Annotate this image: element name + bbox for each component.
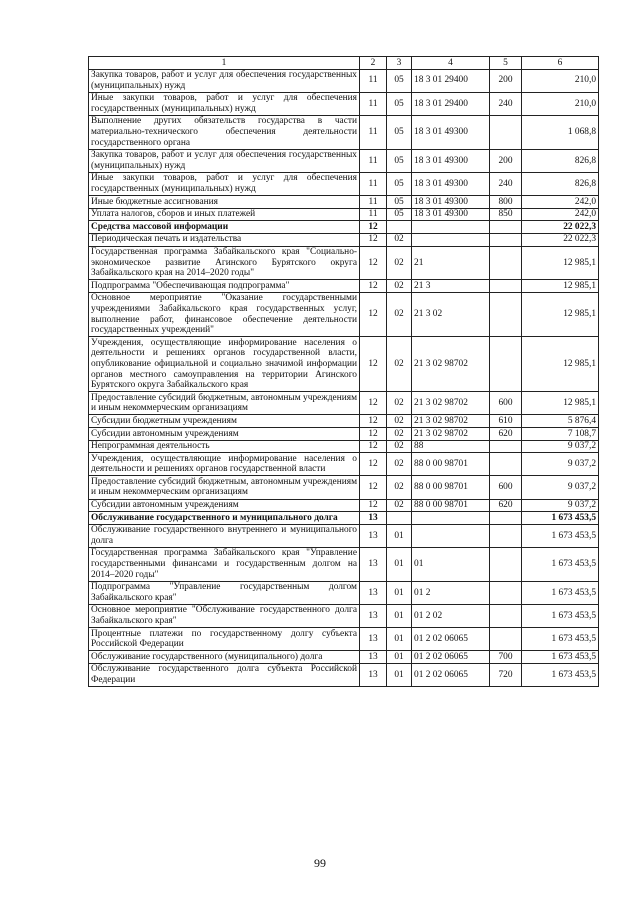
row-subsection-cell: 02 — [387, 392, 412, 415]
row-section-cell: 13 — [360, 651, 387, 664]
table-row — [89, 221, 599, 234]
row-expense-type-cell — [490, 581, 522, 604]
row-expense-type-cell — [490, 604, 522, 627]
row-target-code-cell — [412, 524, 490, 547]
row-amount-cell: 5 876,4 — [522, 415, 599, 428]
row-subsection-cell — [387, 512, 412, 525]
row-name-cell: Государственная программа Забайкальского края "Социально-экономическое развитие Агинского Бурятского округа Забайкальского края на 2014–2020 годы" — [89, 246, 360, 280]
row-subsection-cell: 05 — [387, 149, 412, 172]
row-amount-cell: 22 022,3 — [522, 233, 599, 246]
row-subsection-cell: 02 — [387, 415, 412, 428]
row-name-cell: Субсидии бюджетным учреждениям — [89, 415, 360, 428]
row-target-code-cell: 18 3 01 49300 — [412, 115, 490, 149]
row-name-cell: Непрограммная деятельность — [89, 440, 360, 453]
row-section-cell: 12 — [360, 337, 387, 392]
row-expense-type-cell — [490, 512, 522, 525]
row-amount-cell: 9 037,2 — [522, 440, 599, 453]
row-section-cell: 12 — [360, 440, 387, 453]
row-section-cell: 12 — [360, 221, 387, 234]
row-amount-cell: 1 673 453,5 — [522, 628, 599, 651]
row-amount-cell: 1 673 453,5 — [522, 651, 599, 664]
row-subsection-cell: 02 — [387, 246, 412, 280]
row-expense-type-cell: 850 — [490, 208, 522, 221]
row-target-code-cell: 88 0 00 98701 — [412, 453, 490, 476]
table-row — [89, 149, 599, 172]
row-section-cell: 11 — [360, 208, 387, 221]
row-name-cell: Процентные платежи по государственному долгу субъекта Российской Федерации — [89, 628, 360, 651]
row-amount-cell: 9 037,2 — [522, 499, 599, 512]
row-target-code-cell: 01 2 — [412, 581, 490, 604]
row-section-cell: 12 — [360, 428, 387, 441]
row-target-code-cell: 21 3 02 98702 — [412, 337, 490, 392]
row-amount-cell: 1 673 453,5 — [522, 663, 599, 686]
table-row — [89, 208, 599, 221]
row-target-code-cell: 01 — [412, 547, 490, 581]
row-amount-cell: 12 985,1 — [522, 292, 599, 336]
row-name-cell: Периодическая печать и издательства — [89, 233, 360, 246]
row-target-code-cell: 01 2 02 06065 — [412, 663, 490, 686]
row-target-code-cell: 18 3 01 29400 — [412, 69, 490, 92]
row-name-cell: Предоставление субсидий бюджетным, автономным учреждениям и иным некоммерческим организациям — [89, 392, 360, 415]
table-row — [89, 115, 599, 149]
row-subsection-cell: 02 — [387, 499, 412, 512]
row-section-cell: 13 — [360, 604, 387, 627]
row-expense-type-cell: 620 — [490, 499, 522, 512]
row-expense-type-cell — [490, 440, 522, 453]
row-section-cell: 12 — [360, 392, 387, 415]
row-amount-cell: 1 068,8 — [522, 115, 599, 149]
header-cell: 5 — [490, 57, 522, 70]
row-subsection-cell: 02 — [387, 440, 412, 453]
table-row — [89, 476, 599, 499]
row-target-code-cell: 01 2 02 06065 — [412, 628, 490, 651]
row-expense-type-cell — [490, 337, 522, 392]
row-target-code-cell — [412, 512, 490, 525]
page-number: 99 — [314, 856, 326, 870]
row-name-cell: Основное мероприятие "Оказание государственными учреждениями Забайкальского края государственных услуг, выполнение работ, финансовое обеспечение деятельности государственных учреждений" — [89, 292, 360, 336]
row-amount-cell: 826,8 — [522, 149, 599, 172]
table-row — [89, 392, 599, 415]
row-section-cell: 11 — [360, 196, 387, 209]
row-subsection-cell: 05 — [387, 92, 412, 115]
row-amount-cell: 210,0 — [522, 69, 599, 92]
row-section-cell: 13 — [360, 628, 387, 651]
row-expense-type-cell: 700 — [490, 651, 522, 664]
row-expense-type-cell — [490, 453, 522, 476]
row-amount-cell: 9 037,2 — [522, 476, 599, 499]
row-expense-type-cell: 600 — [490, 392, 522, 415]
row-section-cell: 12 — [360, 453, 387, 476]
row-target-code-cell: 21 — [412, 246, 490, 280]
table-row — [89, 663, 599, 686]
table-row — [89, 233, 599, 246]
row-target-code-cell: 88 0 00 98701 — [412, 499, 490, 512]
row-subsection-cell: 01 — [387, 524, 412, 547]
row-subsection-cell: 02 — [387, 280, 412, 293]
table-row — [89, 292, 599, 336]
row-target-code-cell: 18 3 01 49300 — [412, 208, 490, 221]
row-expense-type-cell: 620 — [490, 428, 522, 441]
table-row — [89, 651, 599, 664]
row-name-cell: Учреждения, осуществляющие информирование населения о деятельности и решениях органов государственной власти, опубликование официальной и социально значимой информации органов местного самоуправления на территории Агинского Бурятского округа Забайкальского края — [89, 337, 360, 392]
row-subsection-cell: 02 — [387, 428, 412, 441]
table-row — [89, 92, 599, 115]
row-name-cell: Субсидии автономным учреждениям — [89, 499, 360, 512]
row-section-cell: 13 — [360, 581, 387, 604]
row-expense-type-cell: 600 — [490, 476, 522, 499]
row-target-code-cell — [412, 221, 490, 234]
row-target-code-cell: 21 3 — [412, 280, 490, 293]
row-expense-type-cell: 200 — [490, 69, 522, 92]
row-section-cell: 13 — [360, 524, 387, 547]
row-name-cell: Иные бюджетные ассигнования — [89, 196, 360, 209]
row-name-cell: Государственная программа Забайкальского края "Управление государственными финансами и государственным долгом на 2014–2020 годы" — [89, 547, 360, 581]
row-amount-cell: 12 985,1 — [522, 337, 599, 392]
header-cell: 4 — [412, 57, 490, 70]
row-amount-cell: 12 985,1 — [522, 246, 599, 280]
row-subsection-cell: 02 — [387, 453, 412, 476]
row-expense-type-cell: 610 — [490, 415, 522, 428]
table-row — [89, 547, 599, 581]
row-expense-type-cell — [490, 292, 522, 336]
row-expense-type-cell — [490, 547, 522, 581]
row-subsection-cell: 05 — [387, 69, 412, 92]
row-target-code-cell: 18 3 01 49300 — [412, 196, 490, 209]
row-name-cell: Подпрограмма "Обеспечивающая подпрограмма" — [89, 280, 360, 293]
table-row — [89, 453, 599, 476]
table-row — [89, 440, 599, 453]
row-name-cell: Средства массовой информации — [89, 221, 360, 234]
row-target-code-cell: 18 3 01 49300 — [412, 149, 490, 172]
row-subsection-cell: 02 — [387, 292, 412, 336]
row-expense-type-cell: 800 — [490, 196, 522, 209]
table-row — [89, 196, 599, 209]
row-target-code-cell: 01 2 02 — [412, 604, 490, 627]
row-name-cell: Основное мероприятие "Обслуживание государственного долга Забайкальского края" — [89, 604, 360, 627]
row-section-cell: 12 — [360, 415, 387, 428]
table-row — [89, 499, 599, 512]
row-target-code-cell: 18 3 01 49300 — [412, 172, 490, 195]
row-name-cell: Предоставление субсидий бюджетным, автономным учреждениям и иным некоммерческим организациям — [89, 476, 360, 499]
table-row — [89, 172, 599, 195]
row-subsection-cell: 05 — [387, 196, 412, 209]
row-section-cell: 11 — [360, 69, 387, 92]
row-subsection-cell: 02 — [387, 337, 412, 392]
row-amount-cell: 22 022,3 — [522, 221, 599, 234]
row-subsection-cell: 02 — [387, 476, 412, 499]
row-amount-cell: 1 673 453,5 — [522, 512, 599, 525]
row-target-code-cell: 18 3 01 29400 — [412, 92, 490, 115]
row-section-cell: 12 — [360, 292, 387, 336]
row-name-cell: Выполнение других обязательств государства в части материально-технического обеспечения деятельности государственного органа — [89, 115, 360, 149]
row-section-cell: 12 — [360, 280, 387, 293]
table-row — [89, 415, 599, 428]
row-expense-type-cell: 200 — [490, 149, 522, 172]
row-amount-cell: 826,8 — [522, 172, 599, 195]
row-expense-type-cell — [490, 628, 522, 651]
row-target-code-cell: 01 2 02 06065 — [412, 651, 490, 664]
table-row — [89, 280, 599, 293]
row-name-cell: Подпрограмма "Управление государственным долгом Забайкальского края" — [89, 581, 360, 604]
table-row — [89, 512, 599, 525]
row-amount-cell: 242,0 — [522, 196, 599, 209]
row-subsection-cell: 05 — [387, 172, 412, 195]
row-amount-cell: 1 673 453,5 — [522, 524, 599, 547]
header-cell: 3 — [387, 57, 412, 70]
row-subsection-cell: 01 — [387, 651, 412, 664]
row-name-cell: Обслуживание государственного (муниципального) долга — [89, 651, 360, 664]
row-subsection-cell: 05 — [387, 208, 412, 221]
row-expense-type-cell — [490, 115, 522, 149]
row-section-cell: 11 — [360, 172, 387, 195]
row-section-cell: 12 — [360, 233, 387, 246]
row-amount-cell: 12 985,1 — [522, 280, 599, 293]
row-amount-cell: 210,0 — [522, 92, 599, 115]
row-name-cell: Учреждения, осуществляющие информирование населения о деятельности и решениях органов государственной власти — [89, 453, 360, 476]
row-name-cell: Обслуживание государственного долга субъекта Российской Федерации — [89, 663, 360, 686]
row-target-code-cell: 88 — [412, 440, 490, 453]
row-name-cell: Закупка товаров, работ и услуг для обеспечения государственных (муниципальных) нужд — [89, 149, 360, 172]
row-section-cell: 11 — [360, 92, 387, 115]
row-subsection-cell: 05 — [387, 115, 412, 149]
table-row — [89, 428, 599, 441]
table-row — [89, 337, 599, 392]
row-section-cell: 12 — [360, 476, 387, 499]
row-expense-type-cell — [490, 524, 522, 547]
row-subsection-cell — [387, 221, 412, 234]
row-expense-type-cell: 240 — [490, 92, 522, 115]
row-expense-type-cell — [490, 280, 522, 293]
row-target-code-cell: 21 3 02 98702 — [412, 415, 490, 428]
row-subsection-cell: 01 — [387, 628, 412, 651]
row-name-cell: Обслуживание государственного внутреннего и муниципального долга — [89, 524, 360, 547]
row-target-code-cell — [412, 233, 490, 246]
row-subsection-cell: 01 — [387, 663, 412, 686]
row-section-cell: 12 — [360, 246, 387, 280]
row-name-cell: Закупка товаров, работ и услуг для обеспечения государственных (муниципальных) нужд — [89, 69, 360, 92]
row-target-code-cell: 21 3 02 98702 — [412, 392, 490, 415]
row-expense-type-cell — [490, 221, 522, 234]
row-amount-cell: 1 673 453,5 — [522, 604, 599, 627]
header-cell: 1 — [89, 57, 360, 70]
table-row — [89, 604, 599, 627]
row-section-cell: 12 — [360, 499, 387, 512]
row-name-cell: Иные закупки товаров, работ и услуг для обеспечения государственных (муниципальных) нужд — [89, 92, 360, 115]
header-cell: 2 — [360, 57, 387, 70]
row-target-code-cell: 21 3 02 98702 — [412, 428, 490, 441]
row-amount-cell: 1 673 453,5 — [522, 547, 599, 581]
row-target-code-cell: 88 0 00 98701 — [412, 476, 490, 499]
row-subsection-cell: 01 — [387, 547, 412, 581]
table-row — [89, 524, 599, 547]
budget-table — [88, 56, 599, 687]
table-header-row — [89, 57, 599, 70]
row-expense-type-cell — [490, 233, 522, 246]
table-row — [89, 69, 599, 92]
row-subsection-cell: 02 — [387, 233, 412, 246]
row-section-cell: 11 — [360, 149, 387, 172]
row-amount-cell: 12 985,1 — [522, 392, 599, 415]
row-amount-cell: 242,0 — [522, 208, 599, 221]
row-expense-type-cell: 720 — [490, 663, 522, 686]
row-name-cell: Обслуживание государственного и муниципального долга — [89, 512, 360, 525]
table-row — [89, 628, 599, 651]
row-section-cell: 11 — [360, 115, 387, 149]
header-cell: 6 — [522, 57, 599, 70]
row-name-cell: Иные закупки товаров, работ и услуг для обеспечения государственных (муниципальных) нужд — [89, 172, 360, 195]
row-amount-cell: 1 673 453,5 — [522, 581, 599, 604]
table-row — [89, 581, 599, 604]
row-amount-cell: 7 108,7 — [522, 428, 599, 441]
row-section-cell: 13 — [360, 547, 387, 581]
row-expense-type-cell — [490, 246, 522, 280]
row-section-cell: 13 — [360, 663, 387, 686]
row-amount-cell: 9 037,2 — [522, 453, 599, 476]
row-subsection-cell: 01 — [387, 604, 412, 627]
row-target-code-cell: 21 3 02 — [412, 292, 490, 336]
row-subsection-cell: 01 — [387, 581, 412, 604]
row-name-cell: Уплата налогов, сборов и иных платежей — [89, 208, 360, 221]
row-name-cell: Субсидии автономным учреждениям — [89, 428, 360, 441]
table-row — [89, 246, 599, 280]
row-section-cell: 13 — [360, 512, 387, 525]
row-expense-type-cell: 240 — [490, 172, 522, 195]
